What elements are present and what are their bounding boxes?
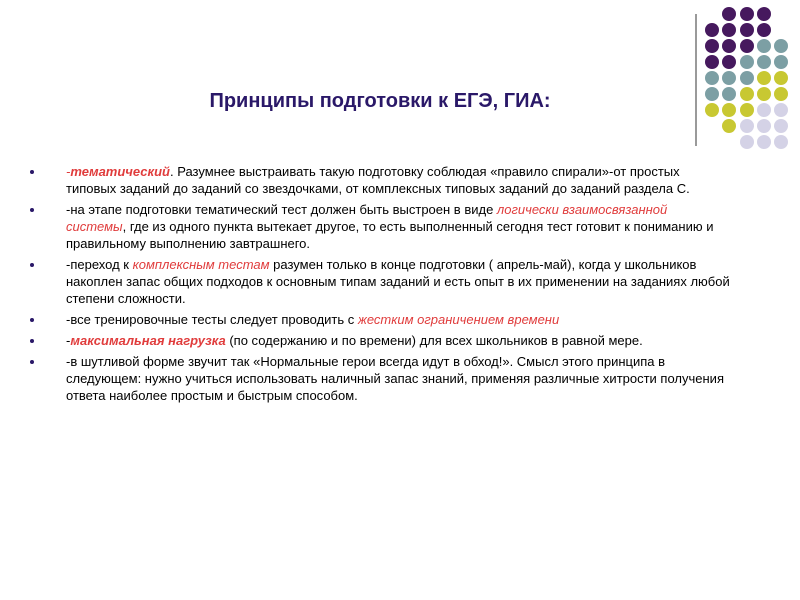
bullet-text-part: -переход к [66,257,133,272]
decorative-dot [722,71,736,85]
bullet-text-part: -все тренировочные тесты следует проводить с [66,312,358,327]
slide-title: Принципы подготовки к ЕГЭ, ГИА: [209,90,551,112]
bullet-item [30,256,730,307]
decorative-dot [722,23,736,37]
decorative-dot [740,119,754,133]
bullet-dot-icon [30,360,34,364]
decorative-dot [722,119,736,133]
decorative-dot [774,39,788,53]
decorative-vertical-line [695,14,697,146]
decorative-dot [705,71,719,85]
bullet-list [30,163,730,408]
decorative-dot [740,87,754,101]
decorative-dot [705,23,719,37]
bullet-text-part: -на этапе подготовки тематический тест должен быть выстроен в виде [66,202,497,217]
bullet-text-part: разумен только в конце подготовки ( апрель-май), когда у школьников накоплен запас общих подходов к основным типам заданий и есть опыт в их применении на заданиях любой степени сложности. [66,257,730,306]
bullet-text-part: . Разумнее выстраивать такую подготовку соблюдая «правило спирали»-от простых типовых заданий до заданий со звездочками, от комплексных типовых заданий до заданий раздела С. [66,164,690,196]
decorative-dot [705,103,719,117]
decorative-dot [757,23,771,37]
decorative-dot [757,135,771,149]
bullet-item [30,311,730,328]
decorative-dot [757,39,771,53]
decorative-dot [757,119,771,133]
decorative-dot [757,71,771,85]
bullet-text-part: (по содержанию и по времени) для всех школьников в равной мере. [225,333,643,348]
bullet-text-part: жестким ограничением времени [357,312,560,327]
decorative-dot [774,103,788,117]
bullet-item [30,201,730,252]
decorative-dot [774,55,788,69]
decorative-dot [722,55,736,69]
bullet-dot-icon [30,339,34,343]
decorative-dot [757,55,771,69]
decorative-dot [722,87,736,101]
decorative-dot [740,55,754,69]
bullet-text-part: - [66,164,71,179]
bullet-item [30,163,730,197]
bullet-text-part: комплексным тестам [132,257,270,272]
decorative-dot [774,119,788,133]
bullet-item [30,332,730,349]
decorative-dot [757,7,771,21]
decorative-dot [740,103,754,117]
bullet-text-part: максимальная нагрузка [70,333,226,348]
bullet-text-part: - [66,333,71,348]
decorative-dot-grid [0,0,800,140]
bullet-dot-icon [30,208,34,212]
decorative-dot [705,87,719,101]
decorative-dot [705,39,719,53]
decorative-dot [740,71,754,85]
decorative-dot [722,39,736,53]
decorative-dot [740,7,754,21]
decorative-dot [774,71,788,85]
bullet-dot-icon [30,263,34,267]
decorative-dot [740,135,754,149]
decorative-dot [722,103,736,117]
decorative-dot [740,23,754,37]
bullet-text-part: -в шутливой форме звучит так «Нормальные герои всегда идут в обход!». Смысл этого принципа в следующем: нужно учиться использовать наличный запас знаний, применяя различные хитрости получения ответа наиболее простым и быстрым способом. [66,354,724,403]
bullet-text-part: , где из одного пункта вытекает другое, то есть выполненный сегодня тест готовит к пониманию и правильному выполнению завтрашнего. [66,219,714,251]
decorative-dot [740,39,754,53]
decorative-dot [705,55,719,69]
decorative-dot [774,135,788,149]
decorative-dot [757,87,771,101]
bullet-dot-icon [30,170,34,174]
bullet-text-part: логически взаимосвязанной системы [66,202,668,234]
bullet-item [30,353,730,404]
decorative-dot [722,7,736,21]
bullet-dot-icon [30,318,34,322]
decorative-dot [757,103,771,117]
decorative-dot [774,87,788,101]
bullet-text-part: тематический [70,164,170,179]
